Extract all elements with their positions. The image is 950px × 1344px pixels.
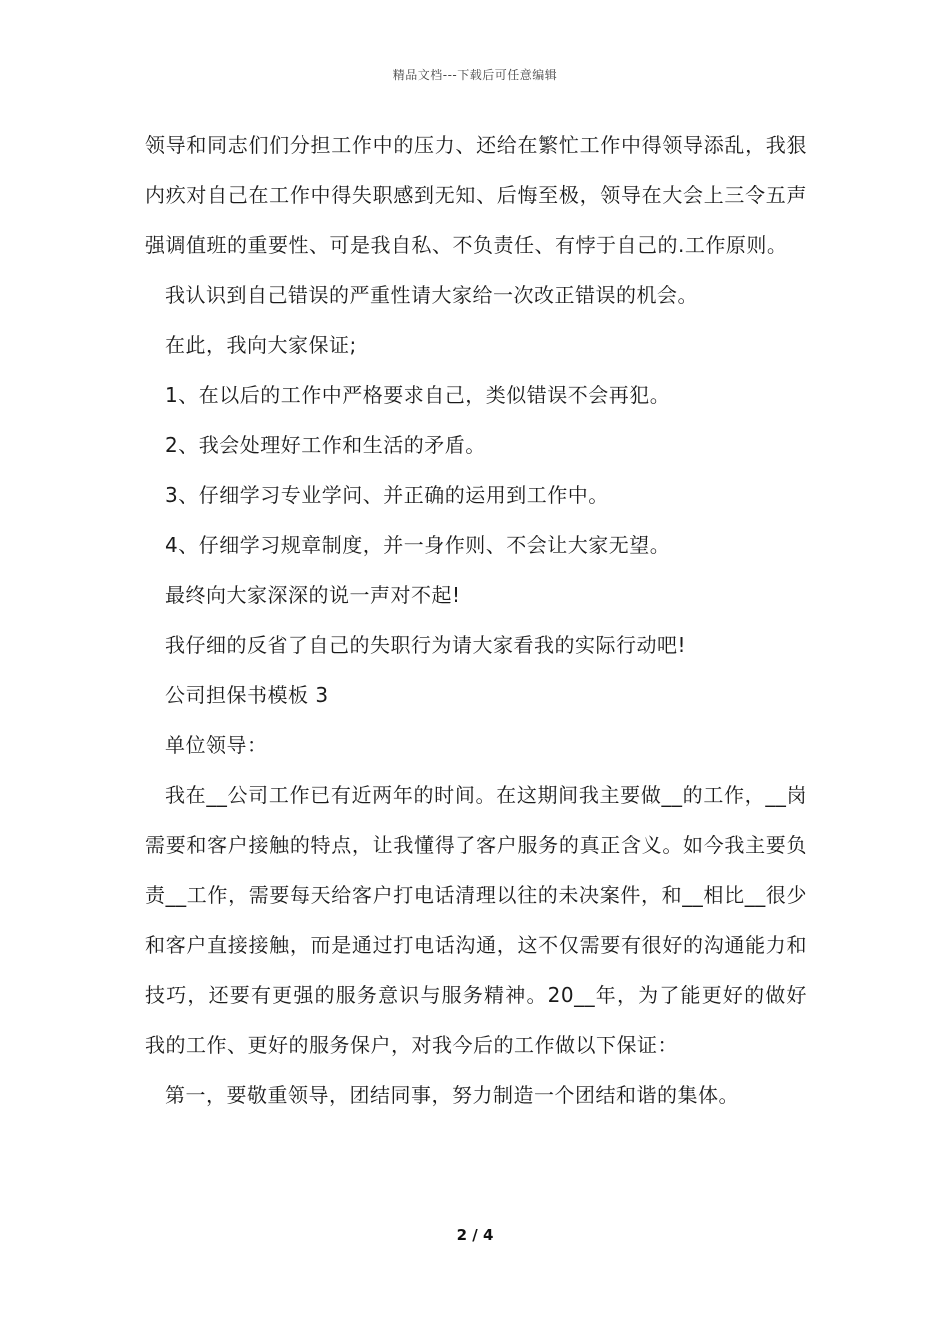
list-item-4: 4、仔细学习规章制度，并一身作则、不会让大家无望。 — [165, 533, 671, 557]
paragraph-3: 在此，我向大家保证; — [165, 333, 357, 357]
page-header: 精品文档---下载后可任意编辑 — [392, 68, 558, 82]
section-title: 公司担保书模板 3 — [165, 683, 329, 707]
page-number: 2 / 4 — [456, 1226, 494, 1244]
paragraph-apology: 最终向大家深深的说一声对不起! — [165, 583, 461, 607]
paragraph-intro: 我在__公司工作已有近两年的时间。在这期间我主要做__的工作，__岗需要和客户接触的特点，让我懂得了客户服务的真正含义。如今我主要负责__工作，需要每天给客户打电话清理以往的未决案件，和__相比__很少和客户直接接触，而是通过打电话沟通，这不仅需要有很好的沟通能力和技巧，还要有更强的服务意识与服务精神。20__年，为了能更好的做好我的工作、更好的服务保户，对我今后的工作做以下保证： — [145, 783, 807, 1057]
paragraph-2: 我认识到自己错误的严重性请大家给一次改正错误的机会。 — [165, 283, 698, 307]
list-item-1: 1、在以后的工作中严格要求自己，类似错误不会再犯。 — [165, 383, 671, 407]
paragraph-reflection: 我仔细的反省了自己的失职行为请大家看我的实际行动吧! — [165, 633, 687, 657]
salutation: 单位领导： — [165, 733, 268, 757]
list-item-3: 3、仔细学习专业学问、并正确的运用到工作中。 — [165, 483, 609, 507]
paragraph-1: 领导和同志们们分担工作中的压力、还给在繁忙工作中得领导添乱，我狠内疚对自己在工作中得失职感到无知、后悔至极，领导在大会上三令五声强调值班的重要性、可是我自私、不负责任、有悖于自己的.工作原则。 — [145, 133, 807, 257]
paragraph-first-point: 第一，要敬重领导，团结同事，努力制造一个团结和谐的集体。 — [165, 1083, 739, 1107]
document-body — [145, 120, 807, 1120]
list-item-2: 2、我会处理好工作和生活的矛盾。 — [165, 433, 486, 457]
